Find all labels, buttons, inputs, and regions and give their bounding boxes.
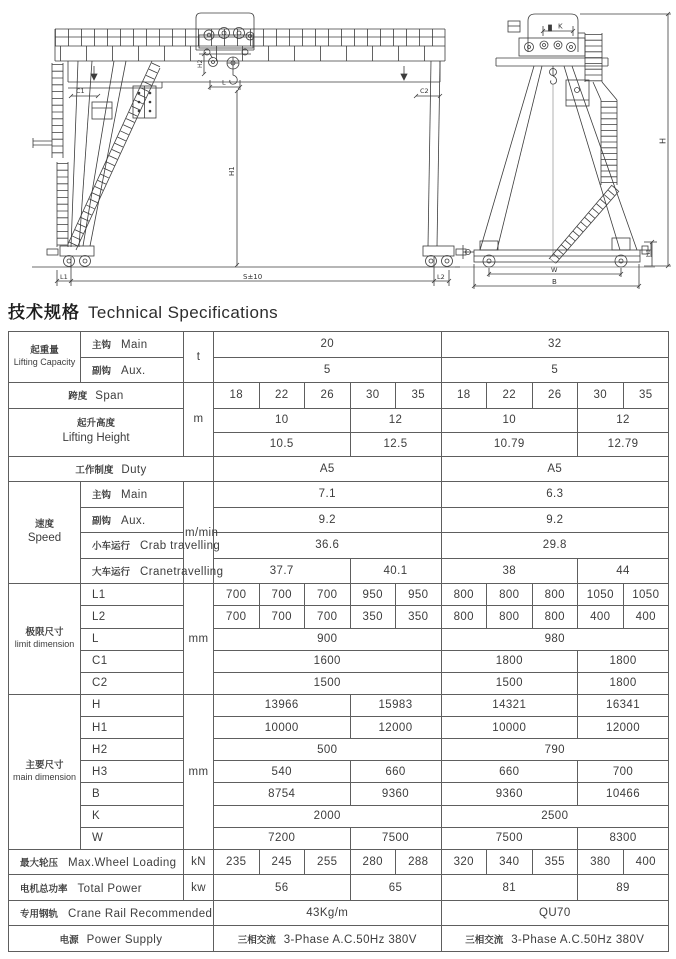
dim-label-s10: S±10: [243, 273, 263, 281]
table-cell: 400: [623, 849, 669, 875]
table-cell: 89: [578, 875, 669, 901]
table-cell: 12: [350, 408, 441, 432]
table-cell: 700: [259, 584, 305, 606]
table-cell: 7.1: [214, 482, 442, 508]
front-view-drawing: [32, 13, 466, 286]
table-cell: 1050: [578, 584, 624, 606]
table-cell: 1050: [623, 584, 669, 606]
table-cell: 10.5: [214, 432, 351, 456]
table-cell: 1800: [578, 672, 669, 694]
table-cell: 10000: [441, 717, 578, 739]
table-cell: 2000: [214, 805, 442, 827]
table-cell: 7500: [350, 827, 441, 849]
table-cell: 8300: [578, 827, 669, 849]
table-cell: 980: [441, 628, 669, 650]
table-cell: C2: [81, 672, 184, 694]
table-cell: 电机总功率 Total Power: [9, 875, 184, 901]
table-cell: 1800: [441, 650, 578, 672]
table-cell: 1800: [578, 650, 669, 672]
table-cell: 245: [259, 849, 305, 875]
table-cell: 三相交流 3-Phase A.C.50Hz 380V: [214, 926, 442, 952]
table-cell: 12000: [350, 717, 441, 739]
table-cell: 660: [441, 761, 578, 783]
table-cell: 340: [487, 849, 533, 875]
table-cell: 900: [214, 628, 442, 650]
table-cell: 700: [259, 606, 305, 628]
table-cell: 660: [350, 761, 441, 783]
table-cell: 700: [214, 584, 260, 606]
table-cell: 35: [623, 383, 669, 409]
table-cell: 极限尺寸 limit dimension: [9, 584, 81, 695]
table-cell: 44: [578, 558, 669, 584]
table-cell: 7500: [441, 827, 578, 849]
table-cell: 12.5: [350, 432, 441, 456]
dim-label-c1: C1: [76, 87, 85, 95]
table-cell: 36.6: [214, 533, 442, 559]
table-cell: 288: [396, 849, 442, 875]
table-cell: 副钩 Aux.: [81, 357, 184, 383]
table-cell: 500: [214, 739, 442, 761]
table-cell: 800: [487, 606, 533, 628]
table-cell: 10: [214, 408, 351, 432]
table-cell: 副钩 Aux.: [81, 507, 184, 533]
table-cell: QU70: [441, 900, 669, 926]
table-cell: 10: [441, 408, 578, 432]
title-en: Technical Specifications: [88, 303, 279, 322]
table-cell: 235: [214, 849, 260, 875]
table-cell: 20: [214, 332, 442, 358]
table-cell: 跨度 Span: [9, 383, 184, 409]
table-cell: 38: [441, 558, 578, 584]
table-cell: 1500: [441, 672, 578, 694]
table-cell: 950: [396, 584, 442, 606]
table-cell: 700: [214, 606, 260, 628]
table-cell: A5: [214, 456, 442, 482]
table-cell: m: [184, 383, 214, 457]
table-cell: L1: [81, 584, 184, 606]
table-cell: 5: [214, 357, 442, 383]
table-cell: 540: [214, 761, 351, 783]
table-cell: t: [184, 332, 214, 383]
table-cell: mm: [184, 694, 214, 849]
table-cell: 350: [396, 606, 442, 628]
table-cell: 1500: [214, 672, 442, 694]
side-view-drawing: [455, 12, 671, 289]
dim-label-l: L: [222, 78, 226, 87]
table-cell: 18: [441, 383, 487, 409]
dim-label-h: H: [658, 137, 668, 144]
table-cell: 800: [532, 584, 578, 606]
table-cell: 12: [578, 408, 669, 432]
table-cell: 最大轮压 Max.Wheel Loading: [9, 849, 184, 875]
table-cell: kN: [184, 849, 214, 875]
table-cell: 790: [441, 739, 669, 761]
dim-label-w: W: [551, 266, 558, 274]
table-cell: 15983: [350, 694, 441, 716]
table-cell: 16341: [578, 694, 669, 716]
table-cell: 主钩 Main: [81, 332, 184, 358]
table-cell: C1: [81, 650, 184, 672]
table-cell: 400: [578, 606, 624, 628]
table-cell: 大车运行 Cranetravelling: [81, 558, 184, 584]
table-cell: 7200: [214, 827, 351, 849]
table-cell: 29.8: [441, 533, 669, 559]
table-cell: 355: [532, 849, 578, 875]
table-cell: 26: [305, 383, 351, 409]
table-cell: 专用钢轨 Crane Rail Recommended: [9, 900, 214, 926]
table-cell: H3: [81, 761, 184, 783]
table-cell: 10.79: [441, 432, 578, 456]
table-cell: 2500: [441, 805, 669, 827]
table-cell: 电源 Power Supply: [9, 926, 214, 952]
dim-label-h3: H3: [646, 249, 652, 257]
table-cell: 65: [350, 875, 441, 901]
table-cell: 22: [487, 383, 533, 409]
table-cell: 5: [441, 357, 669, 383]
table-cell: 13966: [214, 694, 351, 716]
table-cell: 800: [487, 584, 533, 606]
table-cell: 12000: [578, 717, 669, 739]
table-cell: 22: [259, 383, 305, 409]
table-cell: 380: [578, 849, 624, 875]
table-cell: 小车运行 Crab travelling: [81, 533, 184, 559]
table-cell: H1: [81, 717, 184, 739]
table-cell: 12.79: [578, 432, 669, 456]
table-cell: 700: [305, 584, 351, 606]
table-cell: 30: [578, 383, 624, 409]
table-cell: 8754: [214, 783, 351, 805]
table-cell: 9360: [441, 783, 578, 805]
table-cell: 30: [350, 383, 396, 409]
table-cell: 37.7: [214, 558, 351, 584]
dim-label-h1: H1: [228, 166, 236, 176]
table-cell: 40.1: [350, 558, 441, 584]
table-cell: 9.2: [441, 507, 669, 533]
table-cell: 14321: [441, 694, 578, 716]
dim-label-l2: L2: [437, 273, 445, 281]
table-cell: 1600: [214, 650, 442, 672]
table-cell: 32: [441, 332, 669, 358]
title-zh: 技术规格: [8, 303, 80, 322]
table-cell: 950: [350, 584, 396, 606]
table-cell: 43Kg/m: [214, 900, 442, 926]
dim-label-c2: C2: [420, 87, 429, 95]
table-cell: 800: [441, 606, 487, 628]
table-cell: 35: [396, 383, 442, 409]
table-cell: 255: [305, 849, 351, 875]
table-cell: 主钩 Main: [81, 482, 184, 508]
table-cell: W: [81, 827, 184, 849]
table-cell: H2: [81, 739, 184, 761]
table-cell: 800: [441, 584, 487, 606]
table-cell: 工作制度 Duty: [9, 456, 214, 482]
table-cell: 9360: [350, 783, 441, 805]
table-cell: 起重量 Lifting Capacity: [9, 332, 81, 383]
table-cell: 56: [214, 875, 351, 901]
table-cell: 6.3: [441, 482, 669, 508]
table-cell: 320: [441, 849, 487, 875]
table-cell: 10000: [214, 717, 351, 739]
table-cell: 800: [532, 606, 578, 628]
dim-label-h2: H2: [197, 59, 204, 68]
table-cell: 起升高度 Lifting Height: [9, 408, 184, 456]
table-cell: m/min: [184, 482, 214, 584]
table-cell: A5: [441, 456, 669, 482]
table-cell: 700: [578, 761, 669, 783]
table-cell: K: [81, 805, 184, 827]
table-cell: 三相交流 3-Phase A.C.50Hz 380V: [441, 926, 669, 952]
spec-table: [8, 331, 669, 952]
table-cell: 700: [305, 606, 351, 628]
table-cell: mm: [184, 584, 214, 695]
table-cell: kw: [184, 875, 214, 901]
dim-label-l1: L1: [60, 273, 68, 281]
table-cell: 350: [350, 606, 396, 628]
table-cell: 81: [441, 875, 578, 901]
table-cell: L: [81, 628, 184, 650]
dim-label-k: K: [558, 22, 563, 31]
page-title: [8, 298, 278, 323]
table-cell: 主要尺寸 main dimension: [9, 694, 81, 849]
table-cell: 速度 Speed: [9, 482, 81, 584]
table-cell: L2: [81, 606, 184, 628]
crane-drawings: [0, 0, 676, 300]
table-cell: H: [81, 694, 184, 716]
table-cell: 280: [350, 849, 396, 875]
table-cell: B: [81, 783, 184, 805]
table-cell: 400: [623, 606, 669, 628]
table-cell: 18: [214, 383, 260, 409]
dim-label-b: B: [552, 278, 557, 286]
table-cell: 26: [532, 383, 578, 409]
table-cell: 9.2: [214, 507, 442, 533]
table-cell: 10466: [578, 783, 669, 805]
